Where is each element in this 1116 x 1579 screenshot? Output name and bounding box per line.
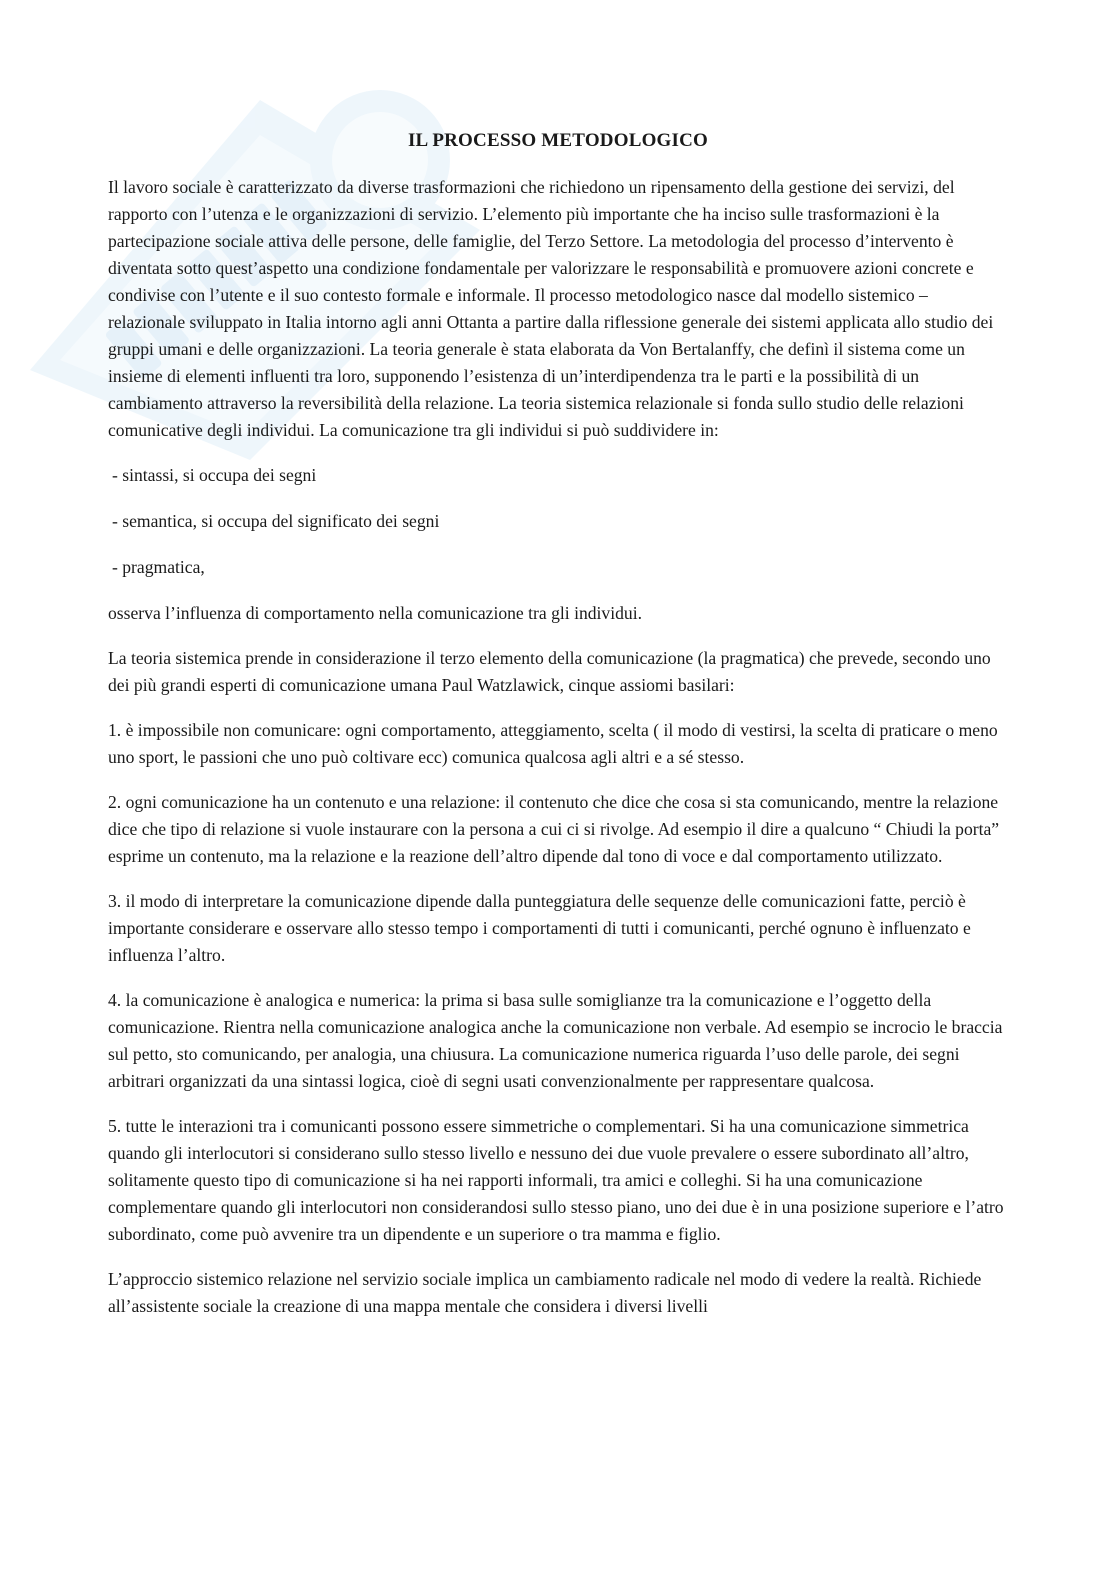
paragraph-closing: L’approccio sistemico relazione nel servizio sociale implica un cambiamento radicale nel modo di vedere la realtà. Richiede all’assistente sociale la creazione di una mappa mentale che considera i diversi livelli bbox=[108, 1269, 982, 1316]
axiom-paragraph: 4. la comunicazione è analogica e numerica: la prima si basa sulle somiglianze tra la comunicazione e l’oggetto della comunicazione. Rientra nella comunicazione analogica anche la comunicazione non verbale. Ad esempio se incrocio le braccia sul petto, sto comunicando, per analogia, una chiusura. La comunicazione numerica riguarda l’uso delle parole, dei segni arbitrari organizzati da una sintassi logica, cioè di segni usati convenzionalmente per rappresentare qualcosa. bbox=[108, 990, 1003, 1091]
axiom-paragraph: 2. ogni comunicazione ha un contenuto e una relazione: il contenuto che dice che cosa si sta comunicando, mentre la relazione dice che tipo di relazione si vuole instaurare con la persona a cui ci si rivolge. Ad esempio il dire a qualcuno “ Chiudi la porta” esprime un contenuto, ma la relazione e la reazione dell’altro dipende dal tono di voce e dal comportamento utilizzato. bbox=[108, 792, 1000, 866]
paragraph-intro: Il lavoro sociale è caratterizzato da diverse trasformazioni che richiedono un ripensamento della gestione dei servizi, del rapporto con l’utenza e le organizzazioni di servizio. L’elemento più importante che ha inciso sulle trasformazioni è la partecipazione sociale attiva delle persone, delle famiglie, del Terzo Settore. La metodologia del processo d’intervento è diventata sotto quest’aspetto una condizione fondamentale per valorizzare le responsabilità e promuovere azioni concrete e condivise con l’utente e il suo contesto formale e informale. Il processo metodologico nasce dal modello sistemico – relazionale sviluppato in Italia intorno agli anni Ottanta a partire dalla riflessione generale dei sistemi applicata allo studio dei gruppi umani e delle organizzazioni. La teoria generale è stata elaborata da Von Bertalanffy, che definì il sistema come un insieme di elementi influenti tra loro, supponendo l’esistenza di un’interdipendenza tra le parti e la possibilità di un cambiamento attraverso la reversibilità della relazione. La teoria sistemica relazionale si fonda sullo studio delle relazioni comunicative degli individui. La comunicazione tra gli individui si può suddividere in: bbox=[108, 177, 994, 440]
axiom-paragraph: 5. tutte le interazioni tra i comunicanti possono essere simmetriche o complementari. Si ha una comunicazione simmetrica quando gli interlocutori si considerano sullo stesso livello e nessuno dei due vuole prevalere o essere subordinato all’altro, solitamente questo tipo di comunicazione si ha nei rapporti informali, tra amici e colleghi. Si ha una comunicazione complementare quando gli interlocutori non considerandosi sullo stesso piano, uno dei due è in una posizione superiore e l’atro subordinato, come può avvenire tra un dipendente e un superiore o tra mamma e figlio. bbox=[108, 1116, 1004, 1244]
list-item: - semantica, si occupa del significato dei segni bbox=[112, 511, 440, 531]
document-page bbox=[108, 128, 1008, 1338]
list-item: - sintassi, si occupa dei segni bbox=[112, 465, 317, 485]
paragraph-axioms-intro: La teoria sistemica prende in considerazione il terzo elemento della comunicazione (la pragmatica) che prevede, secondo uno dei più grandi esperti di comunicazione umana Paul Watzlawick, cinque assiomi basilari: bbox=[108, 648, 991, 695]
document-title: IL PROCESSO METODOLOGICO bbox=[407, 130, 709, 151]
paragraph-after-list: osserva l’influenza di comportamento nella comunicazione tra gli individui. bbox=[108, 603, 642, 623]
list-item: - pragmatica, bbox=[112, 557, 205, 577]
axiom-paragraph: 3. il modo di interpretare la comunicazione dipende dalla punteggiatura delle sequenze delle comunicazioni fatte, perciò è importante considerare e osservare allo stesso tempo i comportamenti di tutti i comunicanti, perché ognuno è influenzato e influenza l’altro. bbox=[108, 891, 971, 965]
axiom-paragraph: 1. è impossibile non comunicare: ogni comportamento, atteggiamento, scelta ( il modo di vestirsi, la scelta di praticare o meno uno sport, le passioni che uno può coltivare ecc) comunica qualcosa agli altri e a sé stesso. bbox=[108, 720, 998, 767]
